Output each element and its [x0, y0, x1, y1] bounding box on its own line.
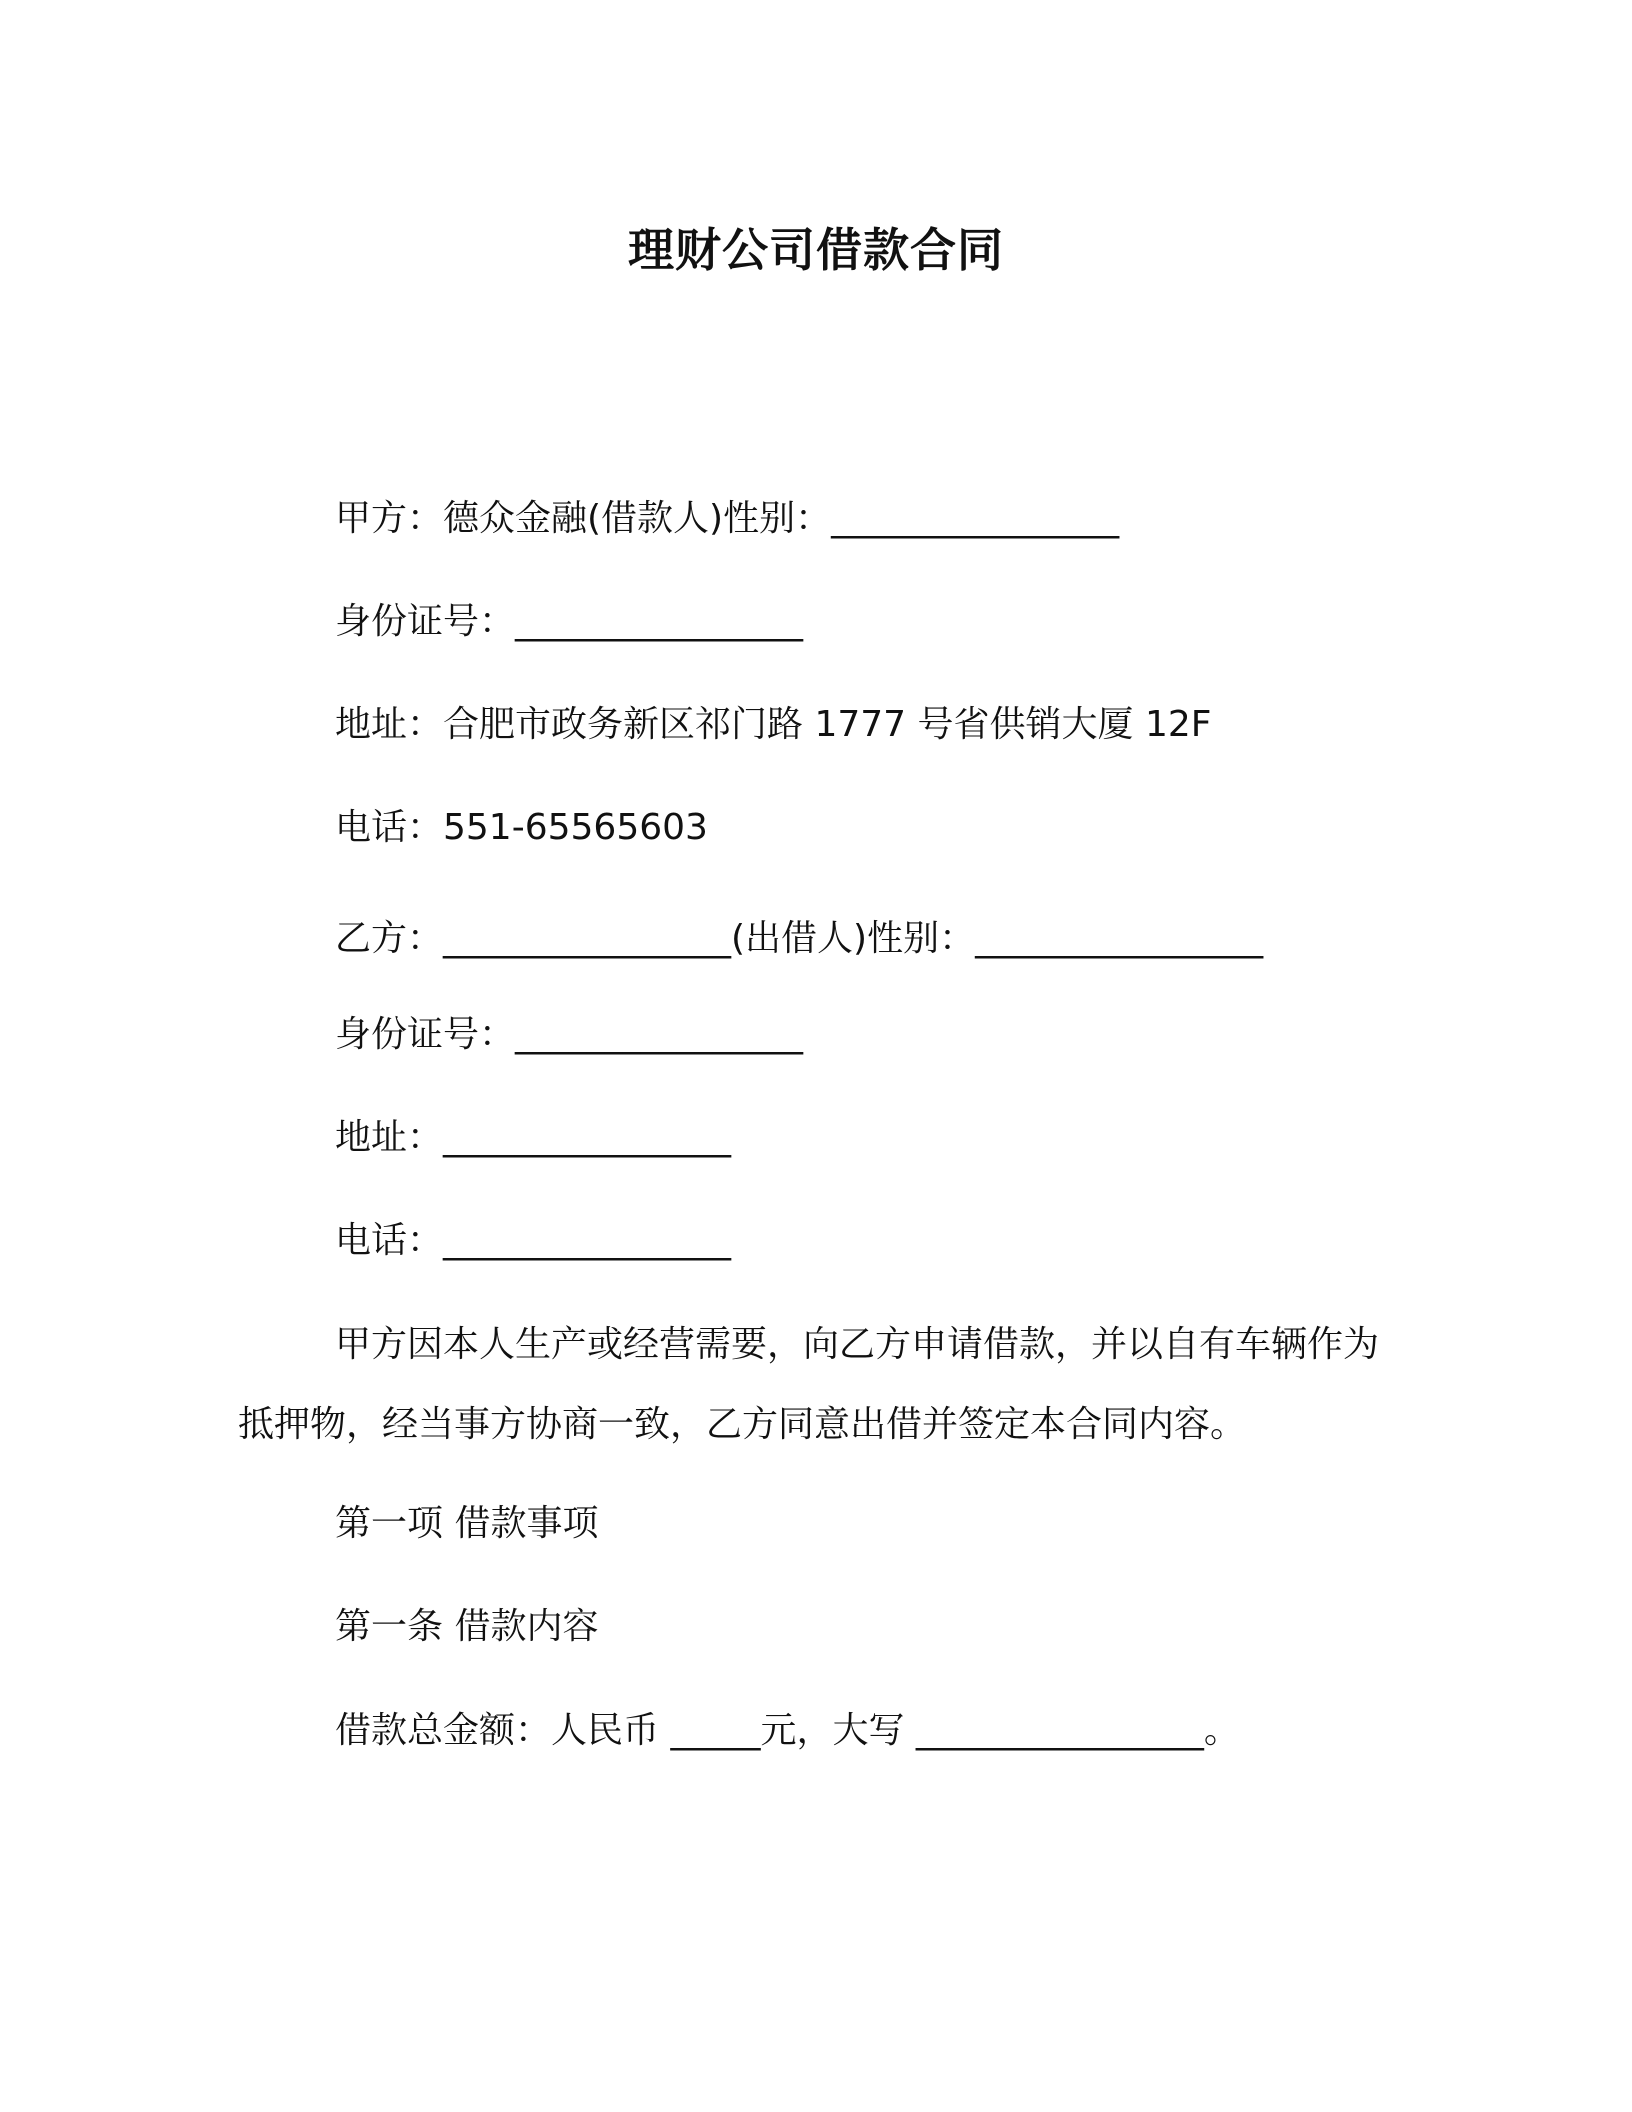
- party-a-address: 地址：合肥市政务新区祁门路 1777 号省供销大厦 12F: [335, 704, 1212, 745]
- party-a-phone: 电话：551-65565603: [335, 807, 708, 848]
- party-b-name-gender: 乙方：________________(出借人)性别：________________: [335, 918, 1264, 959]
- document-title: 理财公司借款合同: [628, 223, 1004, 277]
- party-a-id-number: 身份证号：________________: [335, 601, 804, 642]
- party-b-phone: 电话：________________: [335, 1220, 732, 1261]
- party-b-address: 地址：________________: [335, 1117, 732, 1158]
- party-b-id-number: 身份证号：________________: [335, 1014, 804, 1055]
- article-heading: 第一条 借款内容: [335, 1606, 599, 1647]
- party-a-name-gender: 甲方：德众金融(借款人)性别：________________: [335, 498, 1120, 539]
- section-heading: 第一项 借款事项: [335, 1503, 599, 1544]
- loan-amount-line: 借款总金额：人民币 _____元，大写 ________________。: [335, 1710, 1240, 1751]
- intro-paragraph: 甲方因本人生产或经营需要，向乙方申请借款，并以自有车辆作为抵押物，经当事方协商一致，乙方同意出借并签定本合同内容。: [238, 1324, 1380, 1445]
